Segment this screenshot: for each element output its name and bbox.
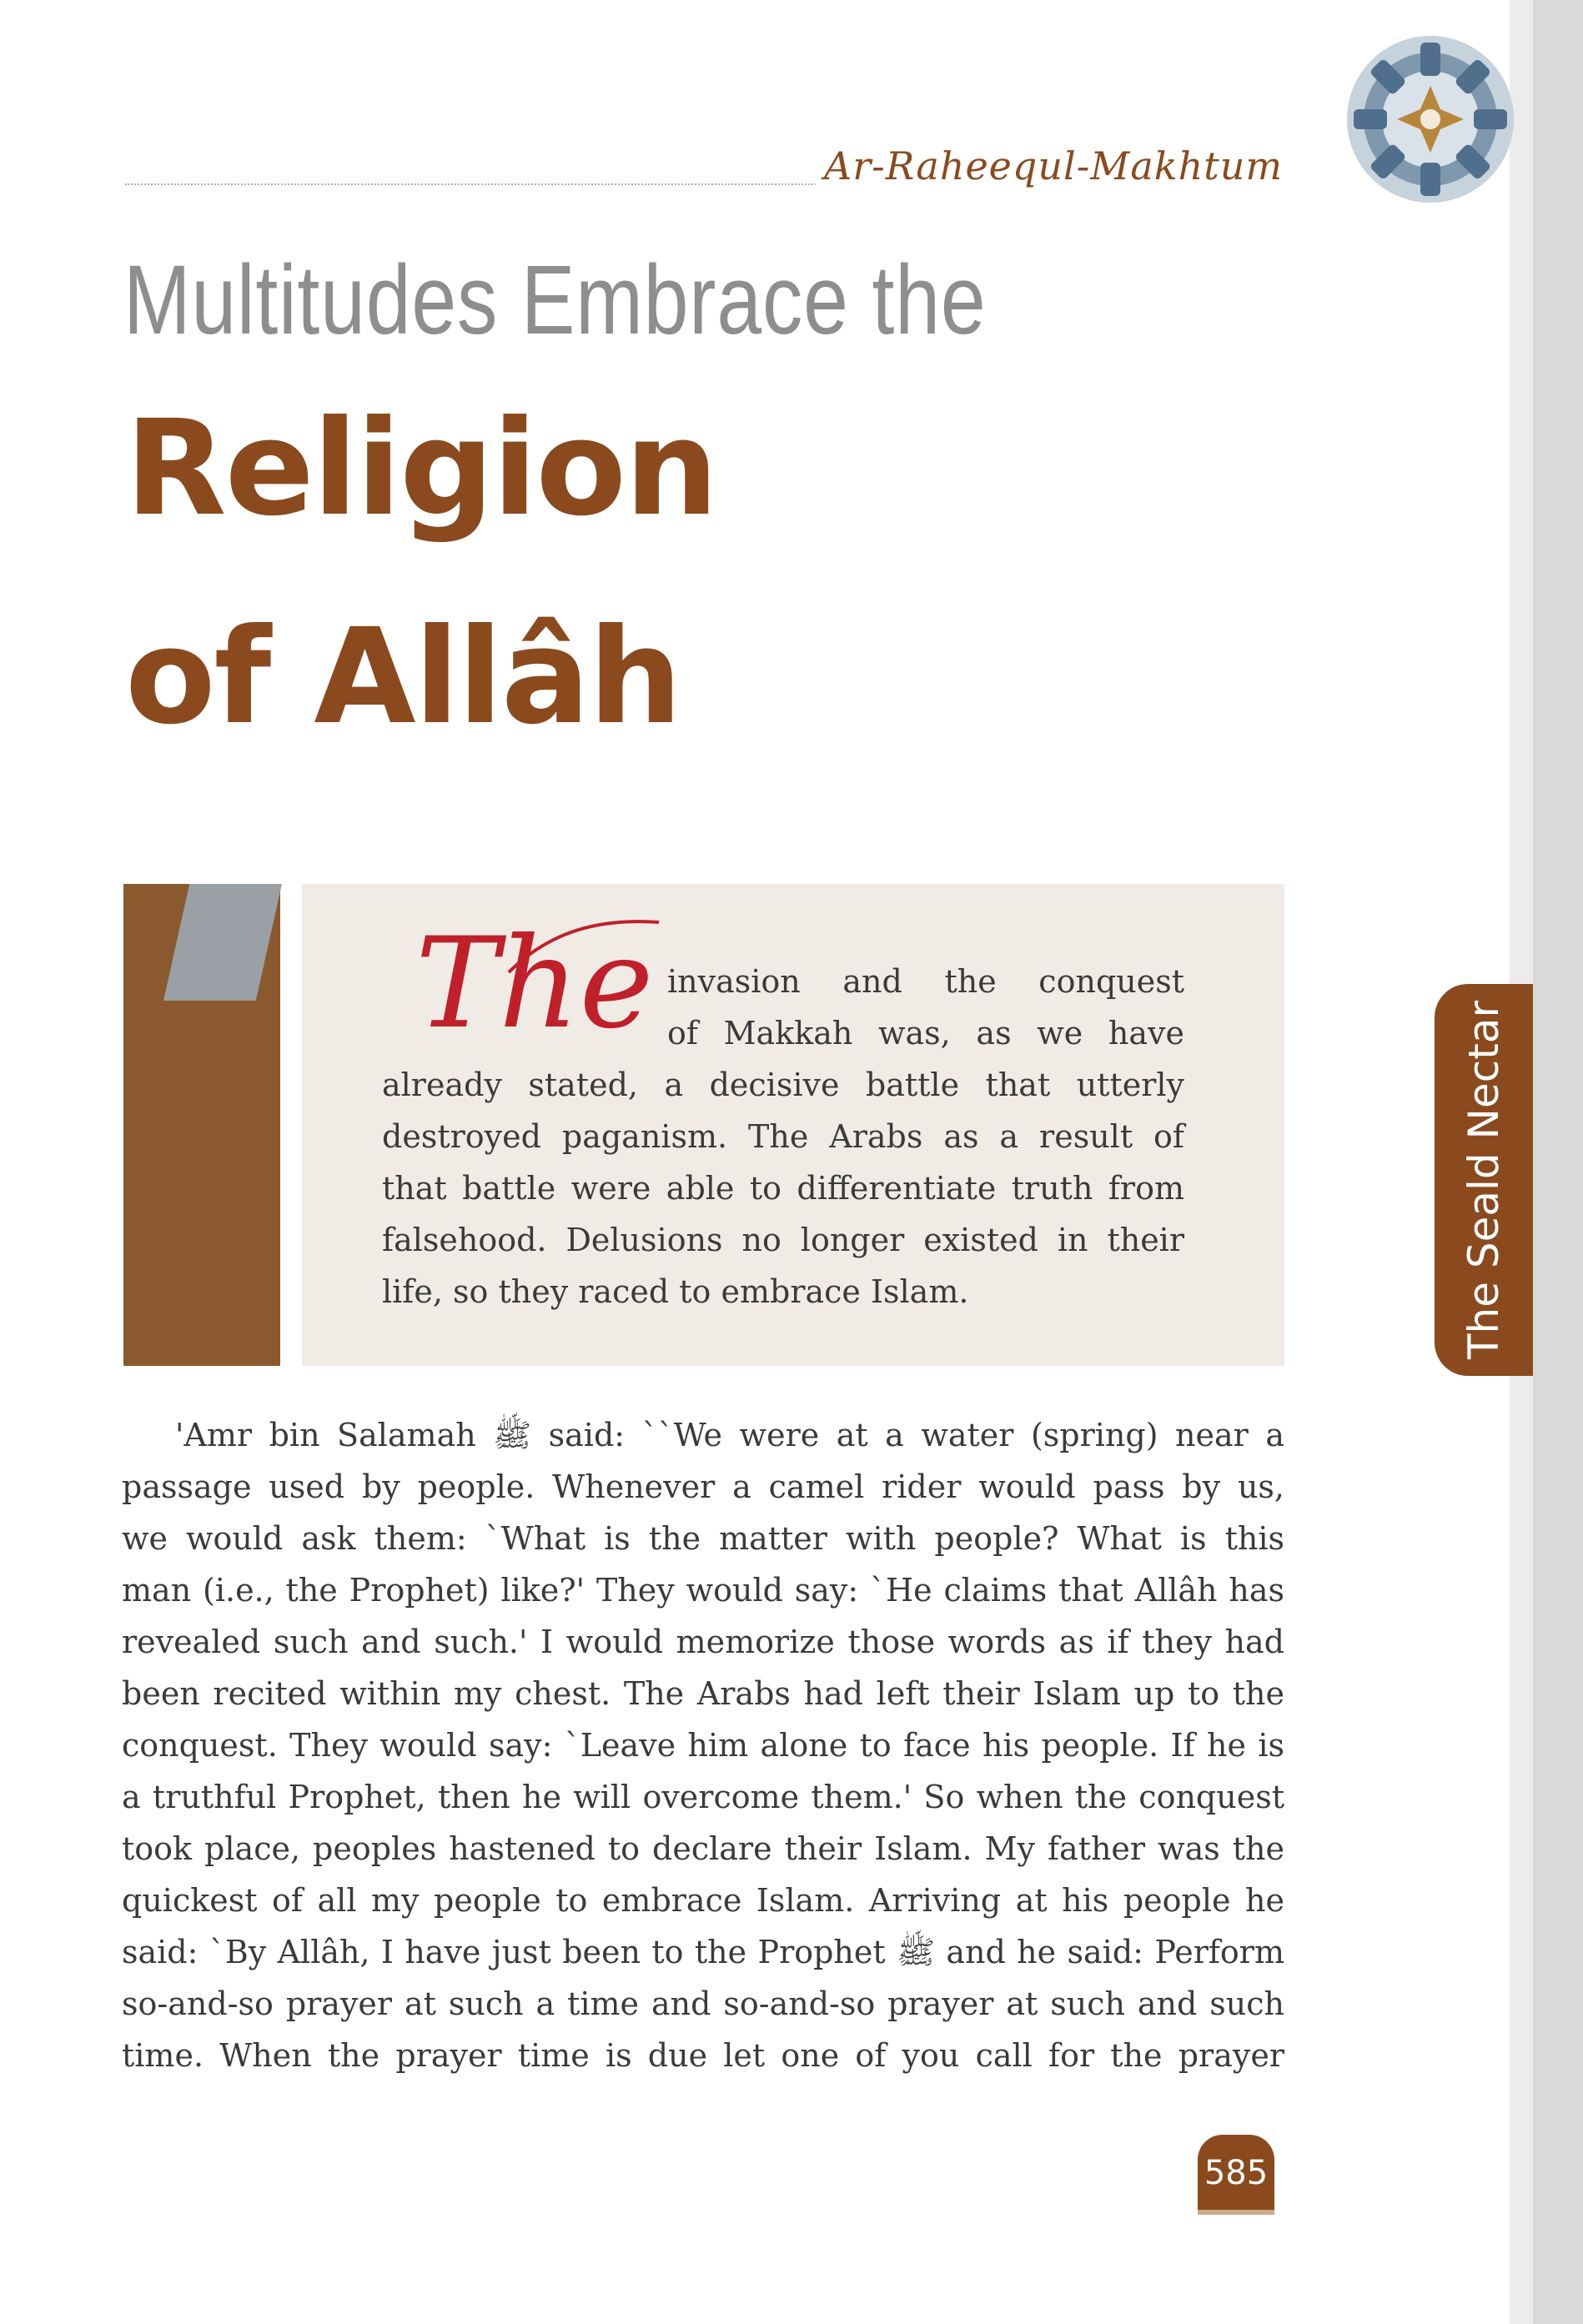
- dropcap-swash-icon: [500, 914, 667, 989]
- intro-line: that battle were able to differentiate truth from: [382, 1170, 1184, 1207]
- body-line: quickest of all my people to embrace Islam. Arriving at his people he: [122, 1882, 1284, 1919]
- chapter-title-line2: Religion: [125, 392, 717, 545]
- body-line: man (i.e., the Prophet) like?' They would say: `He claims that Allâh has: [122, 1572, 1284, 1609]
- page-number-rule: [1198, 2210, 1274, 2215]
- ornament-icon: [1326, 23, 1535, 215]
- body-line: 'Amr bin Salamah ﷺ said: ``We were at a water (spring) near a: [175, 1417, 1285, 1453]
- running-header: Ar-Raheequl-Makhtum: [816, 143, 1283, 188]
- body-line: said: `By Allâh, I have just been to the Prophet ﷺ and he said: Perform: [122, 1934, 1285, 1970]
- body-line: a truthful Prophet, then he will overcome them.' So when the conquest: [122, 1779, 1284, 1815]
- side-tab-label: The Seald Nectar: [1460, 1000, 1508, 1360]
- intro-dropcap: The: [415, 911, 654, 1057]
- page-number: 585: [1198, 2135, 1274, 2211]
- chapter-title-line3: of Allâh: [125, 600, 681, 754]
- intro-line: of Makkah was, as we have: [667, 1015, 1184, 1052]
- intro-line: invasion and the conquest: [667, 963, 1184, 1000]
- intro-line: destroyed paganism. The Arabs as a result of: [382, 1118, 1184, 1155]
- body-line: been recited within my chest. The Arabs had left their Islam up to the: [122, 1675, 1284, 1712]
- intro-line: already stated, a decisive battle that utterly: [382, 1067, 1184, 1103]
- body-line: so-and-so prayer at such a time and so-and-so prayer at such and such: [122, 1985, 1284, 2022]
- body-line: time. When the prayer time is due let one of you call for the prayer: [122, 2037, 1284, 2074]
- intro-line: life, so they raced to embrace Islam.: [382, 1273, 969, 1310]
- body-line: conquest. They would say: `Leave him alone to face his people. If he is: [122, 1727, 1284, 1764]
- body-line: took place, peoples hastened to declare their Islam. My father was the: [122, 1830, 1284, 1867]
- page-edge: [1533, 0, 1583, 2324]
- body-line: passage used by people. Whenever a camel rider would pass by us,: [122, 1468, 1284, 1505]
- chapter-title-line1: Multitudes Embrace the: [123, 245, 987, 355]
- body-line: we would ask them: `What is the matter with people? What is this: [122, 1520, 1284, 1557]
- body-line: revealed such and such.' I would memorize those words as if they had: [122, 1624, 1284, 1660]
- intro-line: falsehood. Delusions no longer existed in their: [382, 1222, 1184, 1258]
